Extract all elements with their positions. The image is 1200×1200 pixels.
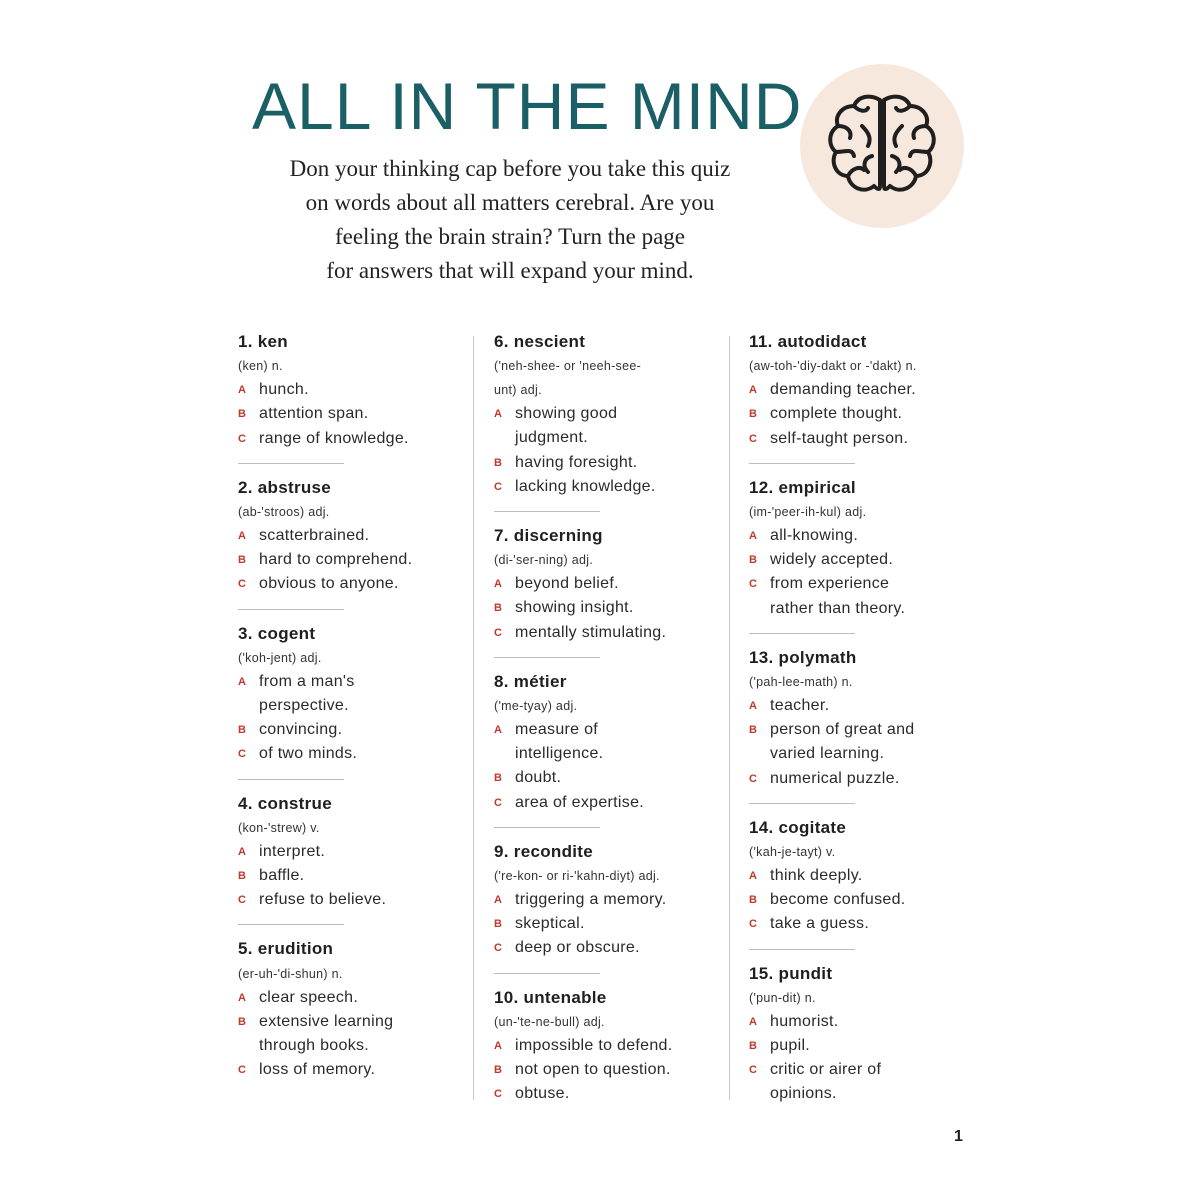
page-title: ALL IN THE MIND xyxy=(252,69,803,143)
pronunciation: (ken) n. xyxy=(238,359,283,374)
quiz-word: 1. ken xyxy=(238,332,288,351)
answer-option xyxy=(238,402,468,426)
pronunciation: (er-uh-'di-shun) n. xyxy=(238,966,343,981)
answer-option xyxy=(749,1058,979,1106)
quiz-item xyxy=(749,330,979,451)
option-letter: A xyxy=(238,675,247,688)
answer-option xyxy=(749,1034,979,1058)
option-letter: A xyxy=(494,578,503,591)
intro-line: on words about all matters cerebral. Are you xyxy=(305,190,715,215)
option-text: refuse to believe. xyxy=(259,891,387,909)
answer-option xyxy=(749,572,979,620)
answer-option xyxy=(494,936,724,960)
quiz-column-1 xyxy=(238,330,468,1082)
option-letter: A xyxy=(494,1039,503,1052)
option-text: doubt. xyxy=(515,769,562,787)
item-separator xyxy=(749,949,855,950)
option-letter: A xyxy=(238,530,247,543)
item-separator xyxy=(238,779,344,780)
answer-option xyxy=(749,912,979,936)
option-text: humorist. xyxy=(770,1012,839,1030)
quiz-column-2 xyxy=(494,330,724,1106)
option-text: teacher. xyxy=(770,697,830,715)
quiz-item xyxy=(494,330,724,499)
option-text: scatterbrained. xyxy=(259,527,370,545)
answer-option xyxy=(494,888,724,912)
option-letter: C xyxy=(749,1064,758,1077)
pronunciation: unt) adj. xyxy=(494,383,542,398)
option-letter: B xyxy=(238,724,247,737)
option-text: convincing. xyxy=(259,721,343,739)
option-text: not open to question. xyxy=(515,1061,671,1079)
answer-option xyxy=(494,596,724,620)
pronunciation: (ab-'stroos) adj. xyxy=(238,505,330,520)
item-separator xyxy=(749,463,855,464)
answer-option xyxy=(238,742,468,766)
option-letter: C xyxy=(749,918,758,931)
intro-line: Don your thinking cap before you take this quiz xyxy=(289,156,731,181)
item-separator xyxy=(238,609,344,610)
option-letter: A xyxy=(749,384,758,397)
answer-option xyxy=(749,524,979,548)
answer-option xyxy=(494,912,724,936)
option-letter: C xyxy=(749,578,758,591)
answer-option xyxy=(238,718,468,742)
option-text: perspective. xyxy=(259,697,349,715)
quiz-item xyxy=(238,792,468,913)
option-text: all-knowing. xyxy=(770,527,859,545)
answer-option xyxy=(749,548,979,572)
page-number: 1 xyxy=(954,1128,963,1145)
option-letter: B xyxy=(749,894,758,907)
item-separator xyxy=(494,973,600,974)
item-separator xyxy=(238,924,344,925)
option-text: hard to comprehend. xyxy=(259,551,413,569)
option-text: clear speech. xyxy=(259,988,359,1006)
brain-illustration xyxy=(800,64,964,228)
quiz-item xyxy=(238,937,468,1082)
answer-option xyxy=(749,1010,979,1034)
option-letter: C xyxy=(494,1088,503,1101)
quiz-word: 8. métier xyxy=(494,671,567,691)
answer-option xyxy=(238,572,468,596)
quiz-word: 14. cogitate xyxy=(749,817,847,837)
option-text: area of expertise. xyxy=(515,793,645,811)
brain-icon xyxy=(822,86,942,206)
pronunciation: ('kah-je-tayt) v. xyxy=(749,845,836,860)
option-letter: A xyxy=(238,384,247,397)
option-text: think deeply. xyxy=(770,867,863,885)
quiz-item xyxy=(494,986,724,1107)
quiz-word: 11. autodidact xyxy=(749,332,867,351)
answer-option xyxy=(494,1058,724,1082)
option-text: loss of memory. xyxy=(259,1061,376,1079)
quiz-item xyxy=(494,670,724,815)
answer-option xyxy=(238,427,468,451)
answer-option xyxy=(494,402,724,450)
answer-option xyxy=(238,1010,468,1058)
option-text: range of knowledge. xyxy=(259,429,409,447)
option-text: showing insight. xyxy=(515,599,634,617)
option-letter: B xyxy=(749,1040,758,1053)
quiz-word: 2. abstruse xyxy=(238,477,332,497)
answer-option xyxy=(494,475,724,499)
answer-option xyxy=(749,378,979,402)
quiz-item xyxy=(238,622,468,767)
option-letter: B xyxy=(238,554,247,567)
option-text: critic or airer of xyxy=(770,1061,882,1079)
quiz-item xyxy=(749,646,979,791)
option-text: interpret. xyxy=(259,842,326,860)
option-letter: C xyxy=(238,748,247,761)
answer-option xyxy=(238,378,468,402)
quiz-item xyxy=(238,476,468,597)
option-text: intelligence. xyxy=(515,745,604,763)
option-letter: B xyxy=(494,772,503,785)
option-text: obvious to anyone. xyxy=(259,575,399,593)
pronunciation: ('pun-dit) n. xyxy=(749,990,816,1005)
option-text: widely accepted. xyxy=(770,551,894,569)
option-text: complete thought. xyxy=(770,405,903,423)
answer-option xyxy=(494,718,724,766)
answer-option xyxy=(494,791,724,815)
option-text: opinions. xyxy=(770,1085,837,1103)
option-text: self-taught person. xyxy=(770,429,909,447)
item-separator xyxy=(749,803,855,804)
option-letter: B xyxy=(749,554,758,567)
option-letter: B xyxy=(494,1064,503,1077)
option-letter: B xyxy=(494,456,503,469)
option-text: skeptical. xyxy=(515,915,585,933)
quiz-item xyxy=(749,816,979,937)
option-letter: A xyxy=(494,724,503,737)
option-text: extensive learning xyxy=(259,1012,394,1030)
option-letter: A xyxy=(494,408,503,421)
option-letter: B xyxy=(238,1015,247,1028)
answer-option xyxy=(238,1058,468,1082)
answer-option xyxy=(238,888,468,912)
answer-option xyxy=(238,864,468,888)
option-letter: A xyxy=(238,845,247,858)
quiz-word: 13. polymath xyxy=(749,647,857,667)
intro-line: feeling the brain strain? Turn the page xyxy=(334,224,686,249)
pronunciation: ('re-kon- or ri-'kahn-diyt) adj. xyxy=(494,869,660,884)
column-divider xyxy=(729,336,730,1100)
option-text: lacking knowledge. xyxy=(515,477,656,495)
item-separator xyxy=(238,463,344,464)
pronunciation: (un-'te-ne-bull) adj. xyxy=(494,1014,605,1029)
option-text: deep or obscure. xyxy=(515,939,640,957)
option-text: from experience xyxy=(770,575,890,593)
option-text: obtuse. xyxy=(515,1085,570,1103)
option-letter: C xyxy=(494,942,503,955)
quiz-word: 5. erudition xyxy=(238,939,334,959)
answer-option xyxy=(494,451,724,475)
option-letter: B xyxy=(749,724,758,737)
option-text: varied learning. xyxy=(770,745,885,763)
quiz-word: 10. untenable xyxy=(494,987,607,1007)
quiz-word: 12. empirical xyxy=(749,477,856,497)
option-text: judgment. xyxy=(515,429,588,447)
quiz-item xyxy=(749,476,979,621)
option-text: demanding teacher. xyxy=(770,381,916,399)
option-letter: C xyxy=(238,1064,247,1077)
answer-option xyxy=(749,864,979,888)
pronunciation: (im-'peer-ih-kul) adj. xyxy=(749,505,867,520)
option-letter: B xyxy=(494,602,503,615)
option-text: measure of xyxy=(515,721,599,739)
option-text: from a man's xyxy=(259,672,355,690)
answer-option xyxy=(238,524,468,548)
quiz-word: 9. recondite xyxy=(494,841,594,861)
option-letter: C xyxy=(238,578,247,591)
quiz-word: 4. construe xyxy=(238,793,332,813)
quiz-word: 7. discerning xyxy=(494,526,603,546)
answer-option xyxy=(749,718,979,766)
option-text: become confused. xyxy=(770,891,906,909)
option-text: having foresight. xyxy=(515,453,638,471)
quiz-item xyxy=(494,840,724,961)
option-letter: B xyxy=(749,408,758,421)
option-text: numerical puzzle. xyxy=(770,769,900,787)
option-text: attention span. xyxy=(259,405,369,423)
option-text: showing good xyxy=(515,405,618,423)
option-letter: C xyxy=(494,480,503,493)
option-letter: C xyxy=(494,626,503,639)
option-text: person of great and xyxy=(770,721,915,739)
answer-option xyxy=(494,621,724,645)
quiz-column-3 xyxy=(749,330,979,1107)
answer-option xyxy=(238,670,468,718)
option-letter: C xyxy=(238,432,247,445)
option-letter: C xyxy=(749,772,758,785)
column-divider xyxy=(473,336,474,1100)
option-text: rather than theory. xyxy=(770,599,906,617)
pronunciation: (aw-toh-'diy-dakt or -'dakt) n. xyxy=(749,359,917,374)
option-text: of two minds. xyxy=(259,745,358,763)
answer-option xyxy=(494,766,724,790)
answer-option xyxy=(494,1034,724,1058)
option-letter: C xyxy=(749,432,758,445)
option-letter: B xyxy=(494,918,503,931)
answer-option xyxy=(749,888,979,912)
answer-option xyxy=(749,767,979,791)
option-letter: C xyxy=(494,796,503,809)
item-separator xyxy=(494,511,600,512)
option-letter: A xyxy=(494,894,503,907)
quiz-item xyxy=(494,524,724,645)
option-text: pupil. xyxy=(770,1037,811,1055)
answer-option xyxy=(238,840,468,864)
pronunciation: (kon-'strew) v. xyxy=(238,820,320,835)
option-letter: A xyxy=(749,870,758,883)
answer-option xyxy=(749,402,979,426)
answer-option xyxy=(749,694,979,718)
option-text: hunch. xyxy=(259,381,309,399)
item-separator xyxy=(494,827,600,828)
answer-option xyxy=(494,1082,724,1106)
answer-option xyxy=(749,427,979,451)
option-text: triggering a memory. xyxy=(515,891,667,909)
option-text: mentally stimulating. xyxy=(515,623,667,641)
quiz-item xyxy=(749,962,979,1107)
option-letter: A xyxy=(749,1015,758,1028)
option-text: through books. xyxy=(259,1037,370,1055)
answer-option xyxy=(238,548,468,572)
quiz-word: 6. nescient xyxy=(494,332,586,351)
answer-option xyxy=(494,572,724,596)
intro-text xyxy=(230,152,790,288)
pronunciation: ('me-tyay) adj. xyxy=(494,699,578,714)
answer-option xyxy=(238,986,468,1010)
option-text: take a guess. xyxy=(770,915,870,933)
option-letter: A xyxy=(238,991,247,1004)
item-separator xyxy=(494,657,600,658)
intro-line: for answers that will expand your mind. xyxy=(326,258,694,283)
option-letter: C xyxy=(238,894,247,907)
item-separator xyxy=(749,633,855,634)
option-text: baffle. xyxy=(259,867,305,885)
quiz-word: 3. cogent xyxy=(238,623,316,643)
option-letter: A xyxy=(749,700,758,713)
pronunciation: ('pah-lee-math) n. xyxy=(749,675,853,690)
option-text: beyond belief. xyxy=(515,575,619,593)
pronunciation: ('koh-jent) adj. xyxy=(238,650,322,665)
option-letter: A xyxy=(749,530,758,543)
option-letter: B xyxy=(238,870,247,883)
option-letter: B xyxy=(238,408,247,421)
quiz-word: 15. pundit xyxy=(749,963,833,983)
pronunciation: ('neh-shee- or 'neeh-see- xyxy=(494,359,642,374)
quiz-item xyxy=(238,330,468,451)
pronunciation: (di-'ser-ning) adj. xyxy=(494,553,594,568)
option-text: impossible to defend. xyxy=(515,1036,673,1054)
